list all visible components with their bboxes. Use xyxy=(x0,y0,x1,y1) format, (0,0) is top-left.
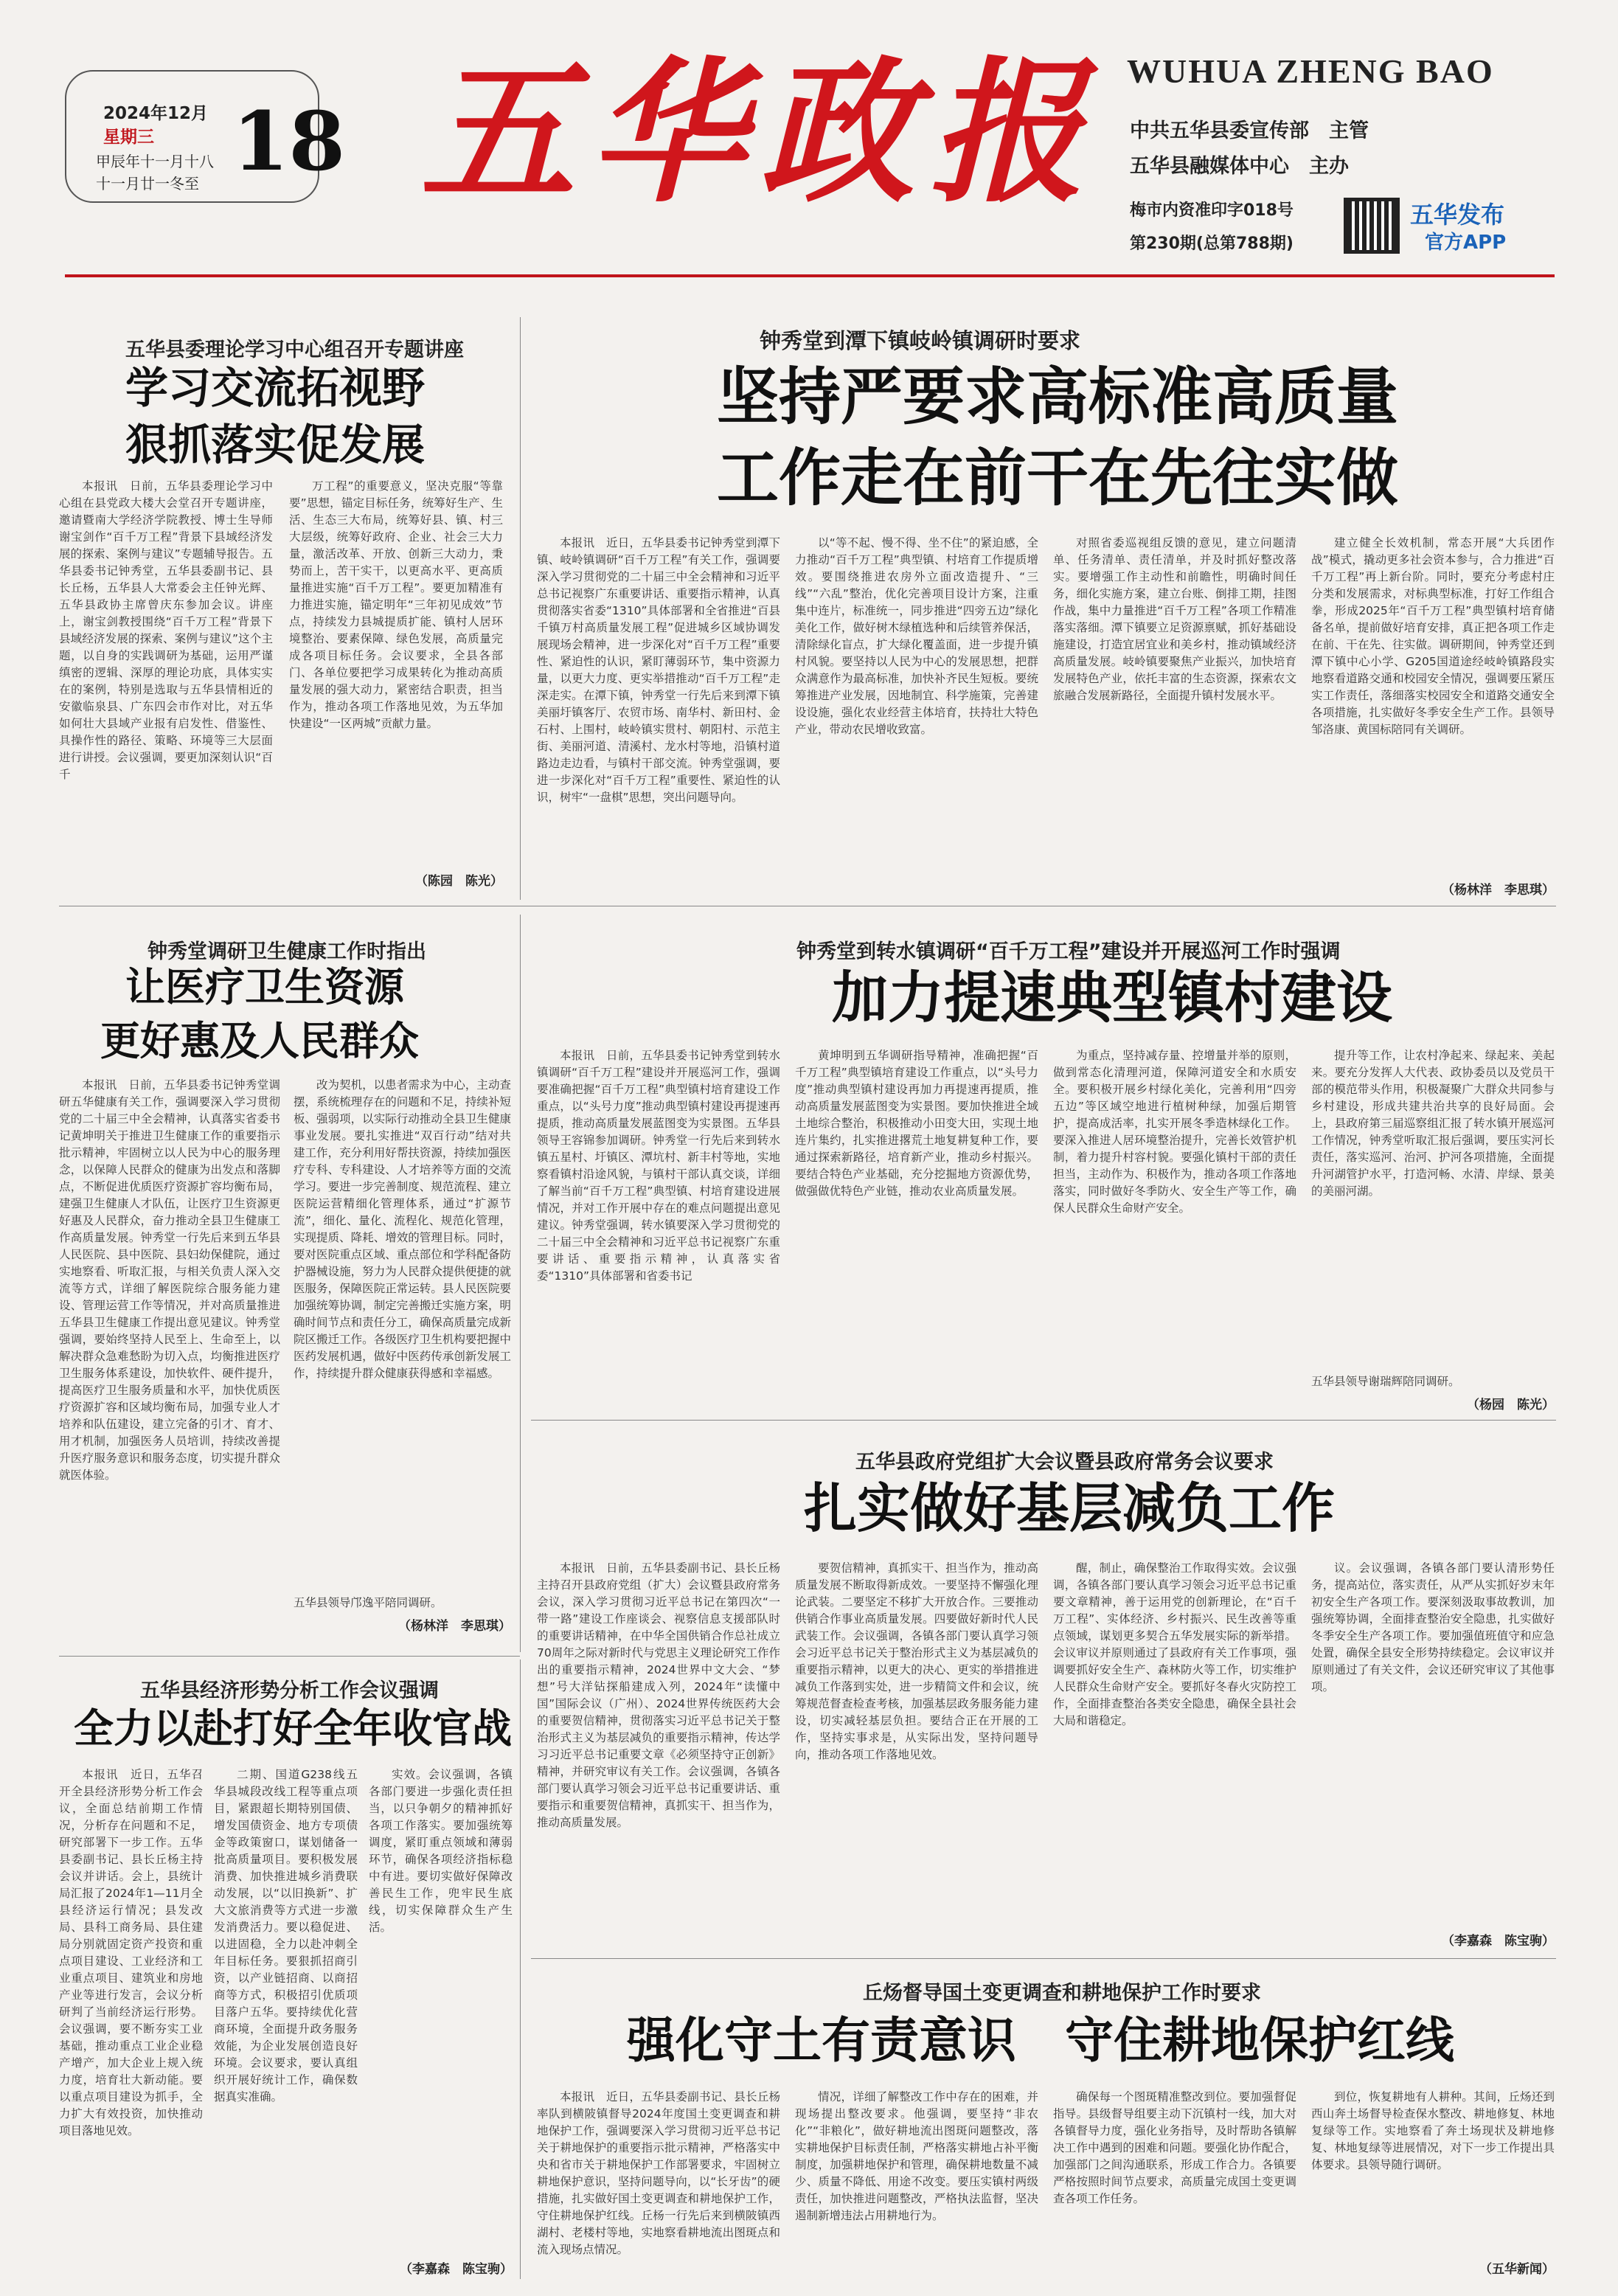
newspaper-logo: 五华政报 xyxy=(420,41,1100,223)
article-3-kicker: 钟秀堂调研卫生健康工作时指出 xyxy=(147,940,426,963)
article-4-column-2: 黄坤明到五华调研指导精神，准确把握“百千万工程”典型镇培育建设工作重点，以“头号力度”推动典型镇村建设再加力再提速再提质，推动高质量发展蓝图变为实景图。要加快推进全域土地综合整治，积极推动小田变大田，实现土地连片集约，扎实推进撂荒土地复耕复种工作，要通过探索新路径，培育新产业，推动乡村振兴。要结合特色产业基础，充分挖掘地方资源优势，做强做优特色产业链，推动农业高质量发展。 xyxy=(795,1049,1038,1198)
article-4-byline: （杨园 陈光） xyxy=(1467,1398,1555,1412)
article-5-column-1: 本报讯 日前，五华县委副书记、县长丘杨主持召开县政府党组（扩大）会议暨县政府常务会议，深入学习贯彻习近平总书记在第四次“一带一路”建设工作座谈会、视察信息支援部队时的重要讲话精神，在中华全国供销合作总社成立70周年之际对新时代与党思主义理论研究工作作出的重要指示精神，2024世界中文大会、“梦想”号大洋钻探船建成入列，2024年“读懂中国”国际会议（广州）、2024世界传统医药大会的重要贺信精神，贯彻落实习近平总书记关于整治形式主义为基层减负的重要指示精神，传达学习习近平总书记重要文章《必须坚持守正创新》精神，并研究审议有关工作。会议强调，各镇各部门要认真学习领会习近平总书记重要讲话、重要指示和重要贺信精神，真抓实干、担当作为，推动高质量发展。 xyxy=(537,1561,780,1829)
print-permit: 梅市内资准印字018号 xyxy=(1130,201,1294,220)
article-7-byline: （五华新闻） xyxy=(1479,2262,1555,2277)
article-2-column-3: 对照省委巡视组反馈的意见，建立问题清单、任务清单、责任清单，并及时抓好整改落实。要增强工作主动性和前瞻性，明确时间任务，细化实施方案，建立台账、倒排工期，挂图作战，集中力量推进“百千万工程”各项工作精准落实落细。潭下镇要立足资源禀赋，抓好基础设施建设，打造宜居宜业和美乡村，推动镇域经济高质量发展。岐岭镇要聚焦产业振兴，加快培育发展特色产业，依托丰富的生态资源，探索农文旅融合发展新路径，全面提升镇村发展水平。 xyxy=(1053,536,1296,702)
section-divider xyxy=(531,1958,1556,1959)
article-1-headline-2: 狠抓落实促发展 xyxy=(125,420,426,470)
article-5-column-3: 醒，制止，确保整治工作取得实效。会议强调，各镇各部门要认真学习领会习近平总书记重要文章精神，善于运用党的创新理论，在“百千万工程”、实体经济、乡村振兴、民生改善等重点领域，谋划更多契合五华发展实际的新举措。会议审议并原则通过了县政府有关工作事项，强调要抓好安全生产、森林防火等工作，切实维护人民群众生命财产安全。要抓好冬春火灾防控工作，全面排查整治各类安全隐患，确保全县社会大局和谐稳定。 xyxy=(1053,1561,1296,1727)
article-6-byline: （李嘉森 陈宝驹） xyxy=(400,2262,513,2277)
article-4-kicker: 钟秀堂到转水镇调研“百千万工程”建设并开展巡河工作时强调 xyxy=(796,940,1341,963)
article-4-column-4: 提升等工作，让农村净起来、绿起来、美起来。要充分发挥人大代表、政协委员以及党员干部的模范带头作用，积极凝聚广大群众共同参与乡村建设，形成共建共治共享的良好局面。会上，县政府第三届巡察组汇报了转水镇开展巡河工作情况，钟秀堂听取汇报后强调，要压实河长责任，落实巡河、治河、护河各项措施，全面提升河湖管护水平，打造河畅、水清、岸绿、景美的美丽河湖。 xyxy=(1311,1049,1555,1198)
article-2-column-4: 建立健全长效机制，常态开展“大兵团作战”模式，撬动更多社会资本参与，合力推进“百千万工程”再上新台阶。同时，要充分考虑村庄分类和发展需求，对标典型标准，打好工作组合拳，形成2025年“百千万工程”典型镇村培育储备名单，提前做好培育安排，真正把各项工作走在前、干在先、往实做。调研期间，钟秀堂还到潭下镇中心小学、G205国道途经岐岭镇路段实地察看道路交通和校园安全情况，强调要压紧压实工作责任，落细落实校园安全和道路交通安全各项措施，扎实做好冬季安全生产工作。县领导邹洛康、黄国标陪同有关调研。 xyxy=(1311,536,1555,736)
article-4-column-3: 为重点，坚持减存量、控增量并举的原则，做到常态化清理河道，保障河道安全和水质安全。要积极开展乡村绿化美化，完善利用“四旁五边”等区域空地进行植树种绿，加强后期管护，提高成活率，扎实开展冬季造林绿化工作。要深入推进人居环境整治提升，完善长效管护机制，着力提升村容村貌。要强化镇村干部的责任担当，主动作为、积极作为，推动各项工作落地落实，同时做好冬季防火、安全生产等工作，确保人民群众生命财产安全。 xyxy=(1053,1049,1296,1215)
article-1-headline-1: 学习交流拓视野 xyxy=(125,363,426,413)
article-3-column-2: 改为契机，以患者需求为中心，主动查摆，系统梳理存在的问题和不足，持续补短板、强弱项，以实际行动推动全县卫生健康事业发展。要扎实推进“双百行动”结对共建工作，充分利用好帮扶资源，持续加强医疗专科、专科建设、人才培养等方面的交流学习。要进一步完善制度、规范流程、建立医院运营精细化管理体系，通过“扩源节流”，细化、量化、流程化、规范化管理，实现提质、降耗、增效的管理目标。同时，要对医院重点区域、重点部位和学科配备防护器械设施，努力为人民群众提供便捷的就医服务，保障医院正常运转。县人民医院要加强统筹协调，制定完善搬迁实施方案，明确时间节点和责任分工，确保高质量完成新院区搬迁工作。各级医疗卫生机构要把握中医药发展机遇，做好中医药传承创新发展工作，持续提升群众健康获得感和幸福感。 xyxy=(294,1078,511,1380)
article-6-kicker: 五华县经济形势分析工作会议强调 xyxy=(140,1679,439,1702)
sponsor-line-2: 五华县融媒体中心 主办 xyxy=(1130,155,1349,178)
article-1-kicker: 五华县委理论学习中心组召开专题讲座 xyxy=(125,339,464,361)
article-7-column-1: 本报讯 近日，五华县委副书记、县长丘杨率队到横陂镇督导2024年度国土变更调查和耕地保护工作，强调要深入学习贯彻习近平总书记关于耕地保护的重要指示批示精神，严格落实中央和省市关于耕地保护工作部署要求，牢固树立耕地保护意识，坚持问题导向，以“长牙齿”的硬措施，扎实做好国土变更调查和耕地保护工作，守住耕地保护红线。丘杨一行先后来到横陂镇西湖村、老楼村等地，实地察看耕地流出图斑点和流入现场点情况。 xyxy=(537,2090,780,2256)
date-lunar: 甲辰年十一月十八 xyxy=(96,153,214,170)
article-5-headline-1: 扎实做好基层减负工作 xyxy=(804,1477,1336,1539)
article-4-byline-prefix: 五华县领导谢瑞辉陪同调研。 xyxy=(1311,1375,1460,1388)
date-solar-term: 十一月廿一冬至 xyxy=(96,175,199,193)
article-3-headline-1: 让医疗卫生资源 xyxy=(125,963,404,1010)
article-1-byline: （陈园 陈光） xyxy=(415,874,503,889)
article-4-headline-1: 加力提速典型镇村建设 xyxy=(832,965,1392,1030)
article-6-column-1: 本报讯 近日，五华召开全县经济形势分析工作会议，全面总结前期工作情况，分析存在问题和不足，研究部署下一步工作。五华县委副书记、县长丘杨主持会议并讲话。会上，县统计局汇报了2024年1—11月全县经济运行情况；县发改局、县科工商务局、县住建局分别就固定资产投资和重点项目建设、工业经济和工业重点项目、建筑业和房地产业等进行发言，会议分析研判了当前经济运行形势。会议强调，要不断夯实工业基础，推动重点工业企业稳产增产，加大企业上规入统力度，培育壮大新动能。要以重点项目建设为抓手，全力扩大有效投资，加快推动项目落地见效。 xyxy=(59,1768,203,2137)
sponsor-line-1: 中共五华县委宣传部 主管 xyxy=(1130,119,1369,142)
article-3-byline-prefix: 五华县领导邝逸平陪同调研。 xyxy=(294,1596,442,1609)
issue-number: 第230期(总第788期) xyxy=(1130,235,1294,253)
article-2-headline-1: 坚持严要求高标准高质量 xyxy=(717,360,1399,433)
article-3-headline-2: 更好惠及人民群众 xyxy=(100,1017,419,1064)
article-3-byline: （杨林洋 李思琪） xyxy=(398,1619,511,1634)
article-2-kicker: 钟秀堂到潭下镇岐岭镇调研时要求 xyxy=(760,328,1081,353)
article-6-headline-1: 全力以赴打好全年收官战 xyxy=(74,1704,512,1752)
qr-code-icon[interactable] xyxy=(1344,198,1400,254)
article-7-column-3: 确保每一个图斑精准整改到位。要加强督促指导。县级督导组要主动下沉镇村一线，加大对各镇督导力度，强化业务指导，及时帮助各镇解决工作中遇到的困难和问题。要强化协作配合，加强部门之间沟通联系，形成工作合力。各镇要严格按照时间节点要求，高质量完成国土变更调查各项工作任务。 xyxy=(1053,2090,1296,2205)
column-divider xyxy=(520,317,521,900)
article-7-column-2: 情况，详细了解整改工作中存在的困难，并现场提出整改要求。他强调，要坚持“非农化”“非粮化”，做好耕地流出图斑问题整改，落实耕地保护目标责任制，严格落实耕地占补平衡制度，加强耕地保护和管理，确保耕地数量不减少、质量不降低、用途不改变。要压实镇村两级责任，加快推进问题整改，严格执法监督，坚决遏制新增违法占用耕地行为。 xyxy=(795,2090,1038,2222)
date-day: 18 xyxy=(232,94,346,189)
article-1-column-1: 本报讯 日前，五华县委理论学习中心组在县党政大楼大会堂召开专题讲座，邀请暨南大学经济学院教授、博士生导师谢宝剑作“百千万工程”背景下县域经济发展的探索、案例与建议”专题辅导报告。五华县委书记钟秀堂，五华县委副书记、县长丘杨，五华县人大常委会主任钟光辉、五华县政协主席曾庆东参加会议。讲座上，谢宝剑教授围绕“百千万工程”背景下县域经济发展的探索、案例与建议”这个主题，以自身的实践调研为基础，运用严谨缜密的逻辑、深厚的理论功底，具体实实在的案例，特别是选取与五华县情相近的安徽临泉县、广东四会市作对比，对五华如何壮大县域产业报有启发性、借鉴性、具操作性的路径、策略、环境等三大层面进行讲授。会议强调，要更加深刻认识“百千 xyxy=(59,479,273,781)
article-2-column-1: 本报讯 近日，五华县委书记钟秀堂到潭下镇、岐岭镇调研“百千万工程”有关工作，强调要深入学习贯彻党的二十届三中全会精神和习近平总书记视察广东重要讲话、重要指示精神，认真贯彻落实省委“1310”具体部署和全省推进“百县千镇万村高质量发展工程”促进城乡区域协调发展现场会精神，进一步深化对“百千万工程”重要性、紧迫性的认识，紧盯薄弱环节，集中资源力量，以更大力度、更实举措推动“百千万工程”走深走实。在潭下镇，钟秀堂一行先后来到潭下镇美丽圩镇客厅、农贸市场、南华村、新田村、金石村、上围村，岐岭镇实贯村、朝阳村、示范主街、美丽河道、清溪村、龙水村等地，沿镇村道路边走边看，与镇村干部交流。钟秀堂强调，要进一步深化对“百千万工程”重要性、紧迫性的认识，树牢“一盘棋”思想，突出问题导向。 xyxy=(537,536,780,804)
article-3-column-1: 本报讯 日前，五华县委书记钟秀堂调研五华健康有关工作，强调要深入学习贯彻党的二十届三中全会精神，认真落实省委书记黄坤明关于推进卫生健康工作的重要指示批示精神，牢固树立以人民为中心的服务理念，以保障人民群众的健康为出发点和落脚点，不断促进优质医疗资源扩容均衡布局，建强卫生健康人才队伍，让医疗卫生资源更好惠及人民群众，奋力推动全县卫生健康工作高质量发展。钟秀堂一行先后来到五华县人民医院、县中医院、县妇幼保健院，通过实地察看、听取汇报，与相关负责人深入交流等方式，详细了解医院综合服务能力建设、管理运营工作等情况，并对高质量推进五华县卫生健康工作提出意见建议。钟秀堂强调，要始终坚持人民至上、生命至上，以解决群众急难愁盼为切入点，均衡推进医疗卫生服务体系建设，加快软件、硬件提升，提高医疗卫生服务质量和水平，加快优质医疗资源扩容和区域均衡布局，加强专业人才培养和队伍建设，建立完备的引才、育才、用才机制，加强医务人员培训，持续改善提升医疗服务意识和服务态度，切实提升群众就医体验。 xyxy=(59,1078,280,1482)
newspaper-pinyin: WUHUA ZHENG BAO xyxy=(1127,52,1494,90)
article-7-headline-1: 强化守土有责意识 守住耕地保护红线 xyxy=(627,2011,1454,2069)
article-1-column-2: 万工程”的重要意义，坚决克服“等靠要”思想，锚定目标任务，统筹好生产、生活、生态三大布局，统筹好县、镇、村三大层级，统筹好政府、企业、社会三大力量，激活改革、开放、创新三大动力，秉势而上，苦干实干，以更高水平、更高质量推进实施“百千万工程”。要更加精准有力推进实施，锚定明年“三年初见成效”节点，持续发力县城提质扩能、镇村人居环境整治、要素保障、绿色发展，高质量完成各项目标任务。会议要求，全县各部门、各单位要把学习成果转化为推动高质量发展的强大动力，紧密结合职责，担当作为，推动各项工作落地见效，为五华加快建设“一区两城”贡献力量。 xyxy=(289,479,503,730)
article-6-column-2: 二期、国道G238线五华县城段改线工程等重点项目，紧跟超长期特别国债、增发国债资金、地方专项债金等政策窗口，谋划储备一批高质量项目。要积极发展消费、加快推进城乡消费联动发展，以“以旧换新”、扩大文旅消费等方式进一步激发消费活力。要以稳促进、以进固稳，全力以赴冲刺全年目标任务。要狠抓招商引资，以产业链招商、以商招商等方式，积极招引优质项目落户五华。要持续优化营商环境，全面提升政务服务效能，为企业发展创造良好环境。会议要求，要认真组织开展好统计工作，确保数据真实准确。 xyxy=(214,1768,358,2103)
column-divider xyxy=(520,915,521,1652)
article-6-column-3: 实效。会议强调，各镇各部门要进一步强化责任担当，以只争朝夕的精神抓好各项工作落实。要加强统筹调度，紧盯重点领域和薄弱环节，确保各项经济指标稳中有进。要切实做好保障改善民生工作，兜牢民生底线，切实保障群众生产生活。 xyxy=(369,1768,513,1934)
column-divider xyxy=(520,1659,521,2279)
article-5-byline: （李嘉森 陈宝驹） xyxy=(1442,1934,1555,1949)
masthead-rule xyxy=(65,274,1555,277)
article-7-column-4: 到位，恢复耕地有人耕种。其间，丘炀还到西山奔土场督导检查保水整改、耕地修复、林地复绿等工作。实地察看了奔土场现状及耕地修复、林地复绿等进展情况，对下一步工作提出具体要求。县领导随行调研。 xyxy=(1311,2090,1555,2171)
article-2-column-2: 以“等不起、慢不得、坐不住”的紧迫感，全力推动“百千万工程”典型镇、村培育工作提质增效。要围绕推进农房外立面改造提升、“三线”“六乱”整治，优化完善项目设计方案，注重集中连片，标准统一，同步推进“四旁五边”绿化美化工作，做好树木绿植选种和后续管养保活，清除绿化盲点，扩大绿化覆盖面，进一步提升镇村风貌。要坚持以人民为中心的发展思想，把群众满意作为最高标准，加快补齐民生短板。要统筹推进产业发展，因地制宜、科学施策，完善建设设施，强化农业经营主体培育，扶持壮大特色产业，带动农民增收致富。 xyxy=(795,536,1038,736)
article-5-kicker: 五华县政府党组扩大会议暨县政府常务会议要求 xyxy=(855,1451,1274,1474)
article-2-byline: （杨林洋 李思琪） xyxy=(1442,883,1555,898)
section-divider xyxy=(59,1656,520,1657)
section-divider xyxy=(531,1420,1556,1421)
date-box xyxy=(65,70,346,203)
date-weekday: 星期三 xyxy=(103,128,154,147)
article-7-kicker: 丘炀督导国土变更调查和耕地保护工作时要求 xyxy=(863,1982,1261,2005)
article-5-column-2: 要贺信精神，真抓实干、担当作为，推动高质量发展不断取得新成效。一要坚持不懈强化理论武装。二要坚定不移扩大开放合作。三要推动供销合作事业高质量发展。四要做好新时代人民武装工作。会议强调，各镇各部门要认真学习领会习近平总书记关于整治形式主义为基层减负的重要指示精神，以更大的决心、更实的举措推进减负工作落到实处，进一步精简文件和会议，统筹规范督查检查考核，加强基层政务服务能力建设，切实减轻基层负担。要结合正在开展的工作，坚持实事求是，从实际出发，坚持问题导向，推动各项工作落地见效。 xyxy=(795,1561,1038,1761)
date-month: 2024年12月 xyxy=(103,104,209,123)
article-5-column-4: 议。会议强调，各镇各部门要认清形势任务，提高站位，落实责任，从严从实抓好岁末年初安全生产各项工作。要深刻汲取事故教训，加强统筹协调，全面排查整治安全隐患，扎实做好冬季安全生产各项工作。要加强值班值守和应急处置，确保全县安全形势持续稳定。会议审议并原则通过了有关文件，会议还研究审议了其他事项。 xyxy=(1311,1561,1555,1693)
app-subtitle: 官方APP xyxy=(1425,232,1507,254)
article-4-column-1: 本报讯 日前，五华县委书记钟秀堂到转水镇调研“百千万工程”建设并开展巡河工作，强调要准确把握“百千万工程”典型镇村培育建设工作重点，以“头号力度”推动典型镇村建设再提速再提质，推动高质量发展蓝图变为实景图。五华县领导王容锦参加调研。钟秀堂一行先后来到转水镇五星村、圩镇区、潭坑村、新丰村等地，实地察看镇村沿途风貌，与镇村干部认真交谈，详细了解当前“百千万工程”典型镇、村培育建设进展情况，并对工作开展中存在的难点问题提出意见建议。钟秀堂强调，转水镇要深入学习贯彻党的二十届三中全会精神和习近平总书记视察广东重要讲话、重要指示精神，认真落实省委“1310”具体部署和省委书记 xyxy=(537,1049,780,1283)
article-2-headline-2: 工作走在前干在先往实做 xyxy=(717,441,1399,514)
app-title: 五华发布 xyxy=(1410,201,1505,229)
